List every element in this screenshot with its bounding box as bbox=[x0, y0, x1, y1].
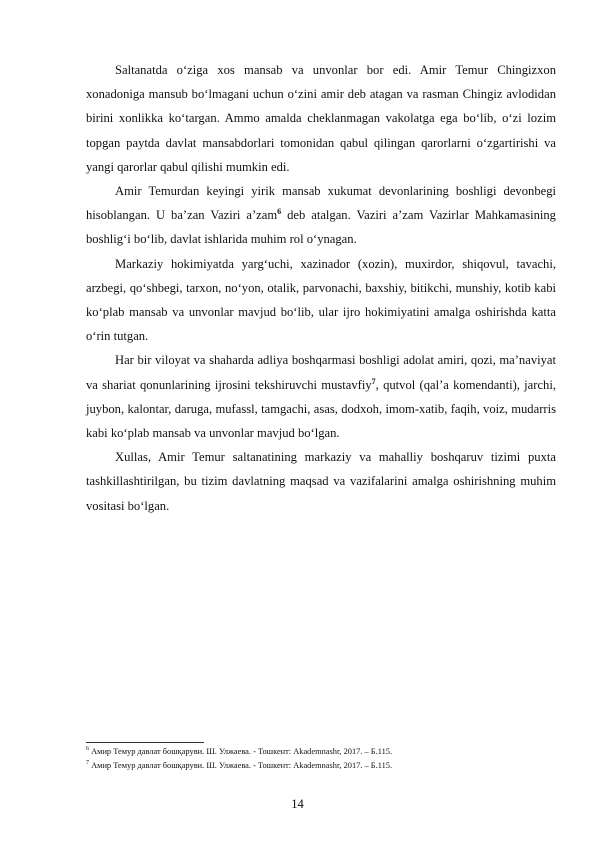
page-number: 14 bbox=[291, 797, 304, 811]
footnote-6-number: 6 bbox=[86, 746, 89, 753]
paragraph-4-text-b: , qutvol (qal’a komendanti), jarchi, juybon, kalontar, daruga, mufassl, tamgachi, asas, dodxoh, imom-xatib, faqih, voiz, mudarris kabi ko‘plab mansab va unvonlar mavjud bo‘lgan. bbox=[86, 377, 556, 441]
footnote-7-text: Амир Темур давлат бошқаруви. Ш. Улжаева. - Тошкент: Akademnashr, 2017. – Б.115. bbox=[89, 760, 393, 770]
paragraph-5: Xullas, Amir Temur saltanatining markaziy va mahalliy boshqaruv tizimi puxta tashkillashtirilgan, bu tizim davlatning maqsad va vazifalarini amalga oshirishning muhim vositasi bo‘lgan. bbox=[86, 450, 556, 513]
footnote-6 bbox=[86, 745, 556, 759]
paragraph-2-text-a: Amir Temurdan keyingi yirik mansab xukumat devonlarining boshligi devonbegi hisoblangan. U ba’zan Vaziri a’zam bbox=[86, 184, 556, 223]
paragraph-4 bbox=[86, 348, 556, 445]
footnote-7-number: 7 bbox=[86, 759, 89, 766]
footnote-ref-7[interactable]: 7 bbox=[371, 376, 376, 386]
paragraph-2-text-b: deb atalgan. Vaziri a’zam Vazirlar Mahkamasining boshlig‘i bo‘lib, davlat ishlarida muhim rol o‘ynagan. bbox=[86, 208, 556, 247]
paragraph-3: Markaziy hokimiyatda yarg‘uchi, xazinador (xozin), muxirdor, shiqovul, tavachi, arzbegi, qo‘shbegi, tarxon, no‘yon, otalik, parvonachi, baxshiy, bitikchi, munshiy, kotib kabi ko‘plab mansab va unvonlar mavjud bo‘lib, ular ijro hokimiyatini amalga oshirishda katta o‘rin tutgan. bbox=[86, 256, 556, 344]
paragraph-2 bbox=[86, 179, 556, 252]
document-body bbox=[86, 58, 556, 518]
footnote-6-text: Амир Темур давлат бошқаруви. Ш. Улжаева. - Тошкент: Akademnashr, 2017. – Б.115. bbox=[89, 747, 393, 756]
footnote-separator bbox=[86, 742, 204, 743]
footnote-ref-6[interactable]: 6 bbox=[277, 207, 282, 217]
footnotes bbox=[86, 745, 556, 772]
footnote-7 bbox=[86, 759, 556, 773]
paragraph-4-text-a: Har bir viloyat va shaharda adliya boshqarmasi boshligi adolat amiri, qozi, ma’naviyat va shariat qonunlarining ijrosini tekshiruvchi mustavfiy bbox=[86, 353, 556, 392]
paragraph-1: Saltanatda o‘ziga xos mansab va unvonlar bor edi. Amir Temur Chingizxon xonadoniga mansub bo‘lmagani uchun o‘zini amir deb atagan va rasman Chingiz avlodidan birini xonlikka ko‘targan. Ammo amalda cheklanmagan vakolatga ega bo‘lib, o‘zi lozim topgan paytda davlat mansabdorlari tomonidan qabul qilingan qarorlarni o‘zgartirishi va yangi qarorlar qabul qilishi mumkin edi. bbox=[86, 63, 556, 174]
